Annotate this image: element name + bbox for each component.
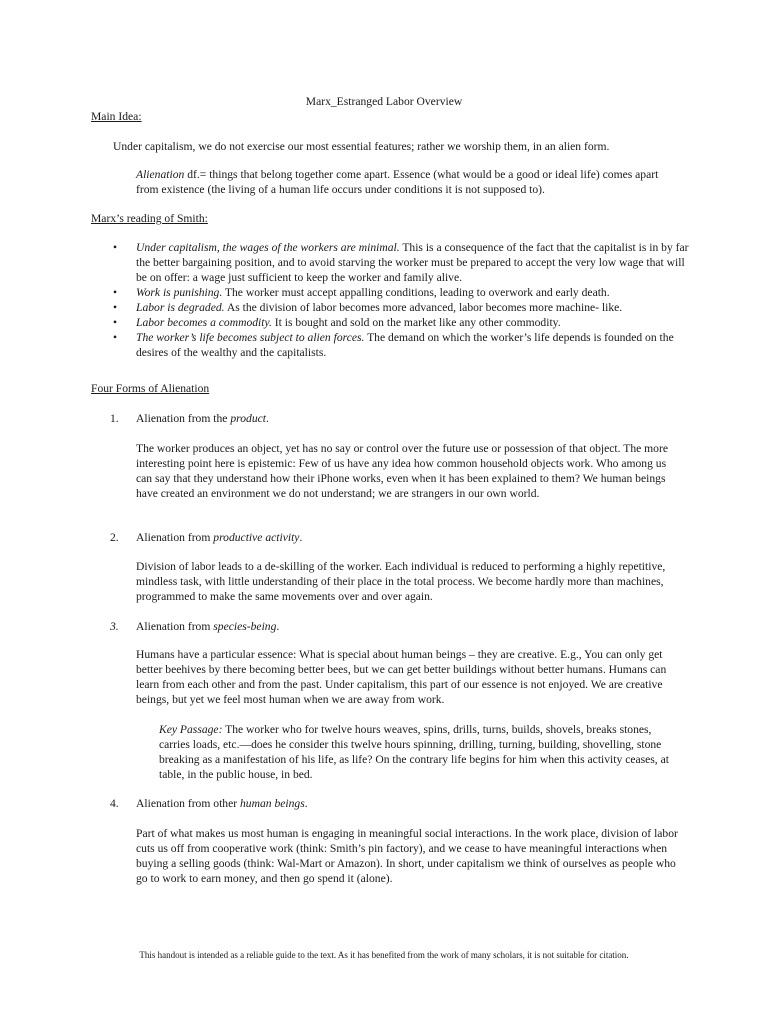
smith-bullet-emphasis: Labor is degraded. bbox=[136, 301, 225, 314]
form-title-suffix: . bbox=[276, 620, 280, 633]
smith-bullet-item bbox=[91, 300, 691, 315]
alienation-definition bbox=[136, 167, 676, 197]
form-title-suffix: . bbox=[299, 531, 303, 544]
alienation-definition-text: df.= things that belong together come apart. Essence (what would be a good or ideal life) comes apart from existence (the living of a human life occurs under conditions it is not supposed to). bbox=[136, 168, 659, 196]
form-body: Part of what makes us most human is engaging in meaningful social interactions. In the work place, division of labor cuts us off from cooperative work (think: Smith’s pin factory), and we cease to have meaningful interactions when buying a selling goods (think: Wal-Mart or Amazon). In short, under capitalism we think of ourselves as people who go to work to earn money, and then go spend it (alone). bbox=[136, 827, 678, 885]
key-passage bbox=[159, 722, 679, 782]
form-title bbox=[136, 530, 302, 545]
form-title-prefix: Alienation from bbox=[136, 531, 214, 544]
smith-bullet-text: This is a consequence of the fact that the capitalist is in by far the better bargaining position, and to avoid starving the worker must be prepared to accept the very low wage that will be on offer: a wage just sufficient to keep the worker and family alive. bbox=[136, 241, 689, 284]
form-body: Humans have a particular essence: What is special about human beings – they are creative. E.g., You can only get better beehives by there becoming better bees, but we can get better buildings without better humans. Humans can learn from each other and from the past. Under capitalism, this part of our essence is not enjoyed. We are creative beings, but yet we feel most human when we are away from work. bbox=[136, 648, 667, 706]
form-body: Division of labor leads to a de-skilling of the worker. Each individual is reduced to performing a highly repetitive, mindless task, with little understanding of their place in the total process. We become hardly more than machines, programmed to make the same movements over and over again. bbox=[136, 560, 666, 603]
form-number: 3. bbox=[110, 620, 119, 633]
smith-heading: Marx’s reading of Smith: bbox=[91, 212, 208, 225]
form-title-emphasis: species-being bbox=[213, 620, 277, 633]
smith-bullet-emphasis: The worker’s life becomes subject to alien forces. bbox=[136, 331, 365, 344]
form-title-emphasis: product bbox=[230, 412, 266, 425]
smith-bullet-item bbox=[91, 240, 691, 285]
main-idea-heading: Main Idea: bbox=[91, 110, 142, 123]
smith-bullet-list bbox=[91, 240, 691, 360]
smith-bullet-text: The worker must accept appalling conditions, leading to overwork and early death. bbox=[222, 286, 610, 299]
smith-bullet-emphasis: Labor becomes a commodity. bbox=[136, 316, 272, 329]
form-number: 1. bbox=[110, 412, 119, 425]
form-title-suffix: . bbox=[265, 412, 269, 425]
footer-disclaimer: This handout is intended as a reliable guide to the text. As it has benefited from the work of many scholars, it is not suitable for citation. bbox=[139, 950, 629, 960]
form-title-suffix: . bbox=[304, 797, 308, 810]
form-number: 2. bbox=[110, 531, 119, 544]
smith-bullet-text: The demand on which the worker’s life depends is founded on the desires of the wealthy and the capitalists. bbox=[136, 331, 674, 359]
smith-bullet-emphasis: Work is punishing. bbox=[136, 286, 223, 299]
form-title-emphasis: productive activity bbox=[213, 531, 300, 544]
form-title bbox=[136, 796, 308, 811]
alienation-term: Alienation bbox=[136, 168, 185, 181]
smith-bullet-text: As the division of labor becomes more advanced, labor becomes more machine- like. bbox=[224, 301, 623, 314]
document-title: Marx_Estranged Labor Overview bbox=[305, 95, 463, 108]
smith-bullet-item bbox=[91, 285, 691, 300]
smith-bullet-emphasis: Under capitalism, the wages of the workers are minimal. bbox=[136, 241, 400, 254]
key-passage-text: The worker who for twelve hours weaves, spins, drills, turns, builds, shovels, breaks stones, carries loads, etc.—does he consider this twelve hours spinning, drilling, turning, building, shovelling, stone breaking as a manifestation of his life, as life? On the contrary life begins for him when this activity ceases, at table, in the public house, in bed. bbox=[159, 723, 669, 781]
smith-bullet-text: It is bought and sold on the market like any other commodity. bbox=[271, 316, 561, 329]
form-title-emphasis: human beings bbox=[240, 797, 305, 810]
key-passage-label: Key Passage: bbox=[159, 723, 223, 736]
form-number: 4. bbox=[110, 797, 119, 810]
form-title-prefix: Alienation from the bbox=[136, 412, 231, 425]
form-title-prefix: Alienation from bbox=[136, 620, 214, 633]
form-title bbox=[136, 411, 269, 426]
main-idea-text: Under capitalism, we do not exercise our most essential features; rather we worship them, in an alien form. bbox=[113, 140, 610, 153]
form-title bbox=[136, 619, 279, 634]
form-title-prefix: Alienation from other bbox=[136, 797, 240, 810]
smith-bullet-item bbox=[91, 330, 691, 360]
four-forms-heading: Four Forms of Alienation bbox=[91, 382, 210, 395]
form-body: The worker produces an object, yet has no say or control over the future use or possession of that object. The more interesting point here is epistemic: Few of us have any idea how common household objects work. Who among us can say that they understand how their iPhone works, even when it has been explained to them? We human beings have created an environment we do not understand; we are strangers in our own world. bbox=[136, 442, 668, 500]
smith-bullet-item bbox=[91, 315, 691, 330]
